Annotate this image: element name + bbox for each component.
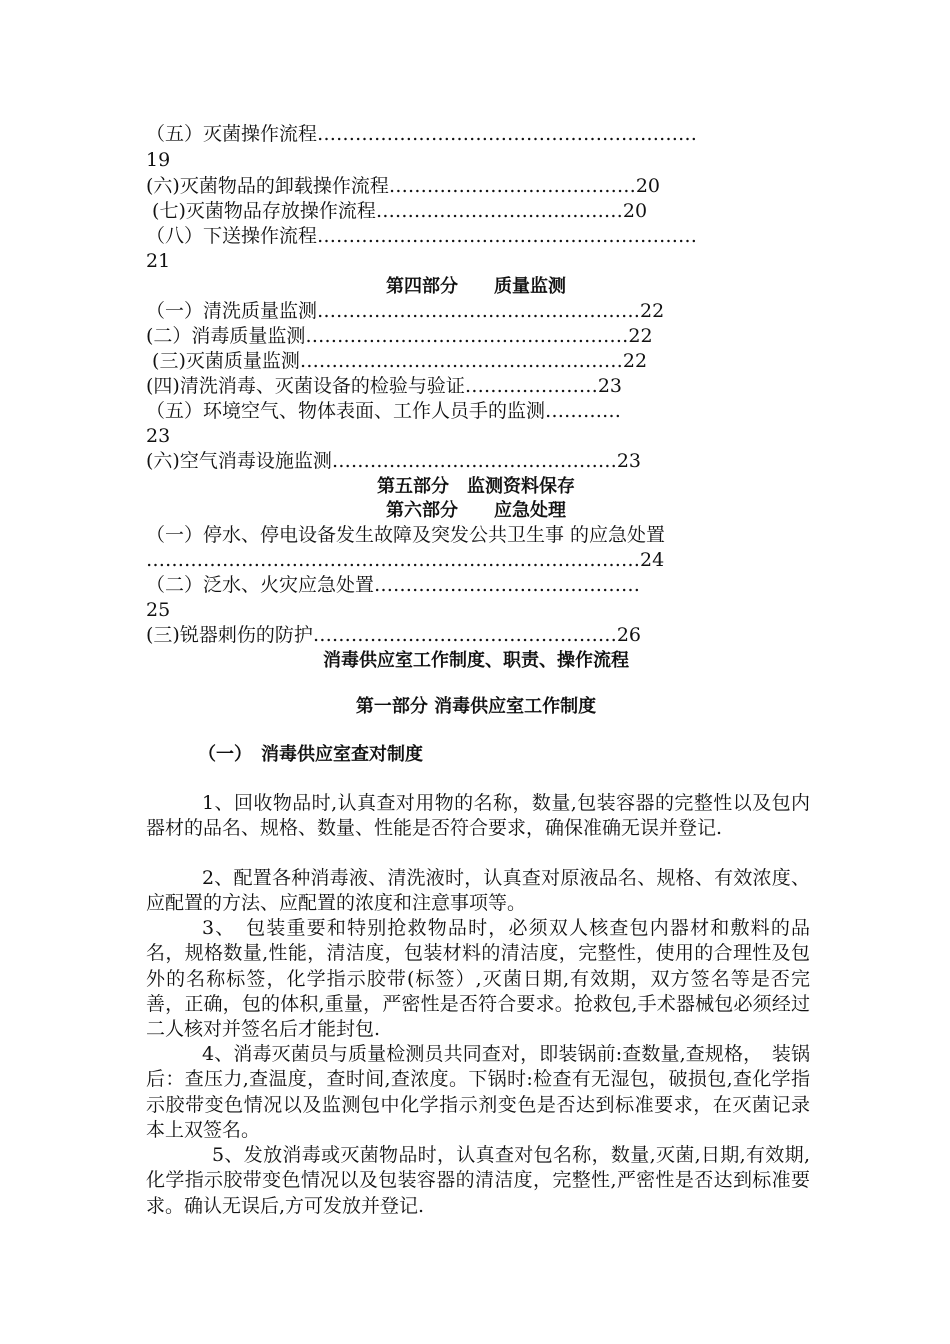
toc-entry: ……………………………………………………………………24 (146, 549, 665, 571)
toc-page-number: 19 (146, 149, 171, 171)
toc-entry: （一）停水、停电设备发生故障及突发公共卫生事 的应急处置 (146, 524, 666, 546)
toc-entry: (四)清洗消毒、灭菌设备的检验与验证…………………23 (146, 375, 623, 397)
toc-entry: （一）清洗质量监测……………………………………………22 (146, 300, 665, 322)
toc-entry: （五）环境空气、物体表面、工作人员手的监测………… (146, 400, 622, 422)
toc-entry: （五）灭菌操作流程…………………………………………………… (146, 123, 698, 145)
section1-heading: （一） 消毒供应室查对制度 (198, 744, 423, 765)
paragraph-4: 4、消毒灭菌员与质量检测员共同查对，即装锅前:查数量,查规格， 装锅后：查压力,查温度，查时间,查浓度。下锅时:检查有无湿包，破损包,查化学指示胶带变色情况以及监测包中化学指示剂变色是否达到标准要求，在灭菌记录本上双签名。 (146, 1043, 810, 1141)
part6-heading: 第六部分 应急处理 (386, 500, 566, 521)
paragraph-5: 5、发放消毒或灭菌物品时，认真查对包名称，数量,灭菌,日期,有效期,化学指示胶带变色情况以及包装容器的清洁度，完整性,严密性是否达到标准要求。确认无误后,方可发放并登记. (146, 1144, 810, 1217)
toc-page-number: 25 (146, 599, 171, 621)
toc-entry: (七)灭菌物品存放操作流程…………………………………20 (146, 200, 648, 222)
toc-entry: (三)灭菌质量监测……………………………………………22 (146, 350, 648, 372)
toc-page-number: 21 (146, 250, 171, 272)
toc-entry: (六)空气消毒设施监测………………………………………23 (146, 450, 642, 472)
part4-heading: 第四部分 质量监测 (386, 276, 566, 297)
toc-entry: (六)灭菌物品的卸载操作流程…………………………………20 (146, 175, 661, 197)
document-title: 消毒供应室工作制度、职责、操作流程 (323, 650, 629, 671)
toc-entry: (二）消毒质量监测……………………………………………22 (146, 325, 653, 347)
toc-page-number: 23 (146, 425, 171, 447)
toc-entry: （二）泛水、火灾应急处置…………………………………… (146, 574, 641, 596)
part5-heading: 第五部分 监测资料保存 (377, 476, 575, 497)
toc-entry: (三)锐器刺伤的防护…………………………………………26 (146, 624, 642, 646)
paragraph-3: 3、 包装重要和特别抢救物品时，必须双人核查包内器材和敷料的品名，规格数量,性能，清洁度，包装材料的清洁度，完整性，使用的合理性及包外的名称标签，化学指示胶带(标签）,灭菌日期,有效期，双方签名等是否完善，正确，包的体积,重量，严密性是否符合要求。抢救包,手术器械包必须经过二人核对并签名后才能封包. (146, 917, 810, 1041)
toc-entry: （八）下送操作流程…………………………………………………… (146, 225, 698, 247)
part1-heading: 第一部分 消毒供应室工作制度 (355, 696, 597, 717)
paragraph-1: 1、回收物品时,认真查对用物的名称，数量,包装容器的完整性以及包内器材的品名、规格、数量、性能是否符合要求，确保准确无误并登记. (146, 792, 810, 840)
paragraph-2: 2、配置各种消毒液、清洗液时，认真查对原液品名、规格、有效浓度、应配置的方法、应配置的浓度和注意事项等。 (146, 867, 810, 915)
